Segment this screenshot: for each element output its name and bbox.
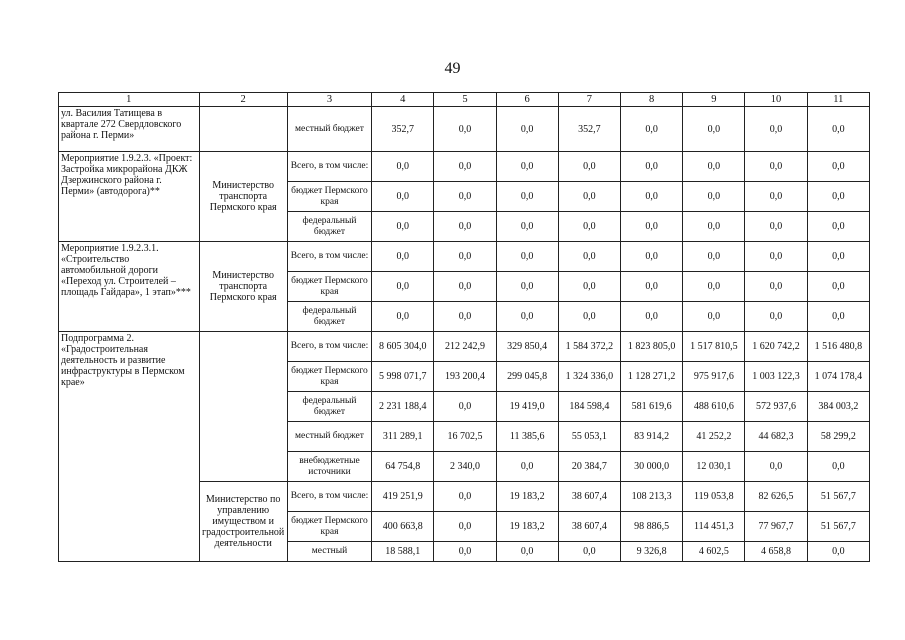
executor-cell: Министерство по управлению имуществом и градостроительной деятельности	[199, 482, 287, 562]
value-cell: 0,0	[496, 107, 558, 152]
value-cell: 0,0	[558, 152, 620, 182]
column-header: 10	[745, 93, 807, 107]
value-cell: 0,0	[621, 212, 683, 242]
value-cell: 184 598,4	[558, 392, 620, 422]
column-header: 1	[59, 93, 200, 107]
value-cell: 0,0	[434, 302, 496, 332]
value-cell: 0,0	[621, 182, 683, 212]
funding-source: местный бюджет	[287, 422, 371, 452]
funding-source: бюджет Пермского края	[287, 182, 371, 212]
value-cell: 0,0	[745, 182, 807, 212]
funding-source: внебюджетные источники	[287, 452, 371, 482]
value-cell: 0,0	[807, 152, 869, 182]
value-cell: 77 967,7	[745, 512, 807, 542]
value-cell: 384 003,2	[807, 392, 869, 422]
value-cell: 0,0	[683, 272, 745, 302]
value-cell: 0,0	[558, 542, 620, 562]
value-cell: 0,0	[807, 182, 869, 212]
value-cell: 0,0	[496, 212, 558, 242]
value-cell: 0,0	[807, 272, 869, 302]
column-header: 8	[621, 93, 683, 107]
value-cell: 51 567,7	[807, 512, 869, 542]
value-cell: 0,0	[434, 542, 496, 562]
value-cell: 119 053,8	[683, 482, 745, 512]
value-cell: 0,0	[434, 107, 496, 152]
value-cell: 0,0	[496, 182, 558, 212]
value-cell: 0,0	[434, 152, 496, 182]
table-row	[59, 242, 870, 272]
funding-source: местный	[287, 542, 371, 562]
column-header: 4	[372, 93, 434, 107]
funding-source: бюджет Пермского края	[287, 362, 371, 392]
value-cell: 0,0	[496, 302, 558, 332]
value-cell: 352,7	[372, 107, 434, 152]
value-cell: 419 251,9	[372, 482, 434, 512]
value-cell: 0,0	[621, 302, 683, 332]
value-cell: 30 000,0	[621, 452, 683, 482]
column-header: 2	[199, 93, 287, 107]
funding-source: бюджет Пермского края	[287, 272, 371, 302]
table-row	[59, 107, 870, 152]
value-cell: 0,0	[683, 107, 745, 152]
value-cell: 1 823 805,0	[621, 332, 683, 362]
table-row	[59, 332, 870, 362]
value-cell: 1 324 336,0	[558, 362, 620, 392]
value-cell: 1 517 810,5	[683, 332, 745, 362]
value-cell: 193 200,4	[434, 362, 496, 392]
value-cell: 0,0	[434, 212, 496, 242]
funding-source: Всего, в том числе:	[287, 332, 371, 362]
value-cell: 0,0	[372, 242, 434, 272]
value-cell: 352,7	[558, 107, 620, 152]
value-cell: 1 128 271,2	[621, 362, 683, 392]
value-cell: 44 682,3	[745, 422, 807, 452]
value-cell: 11 385,6	[496, 422, 558, 452]
value-cell: 83 914,2	[621, 422, 683, 452]
value-cell: 0,0	[621, 242, 683, 272]
value-cell: 0,0	[496, 452, 558, 482]
table-row	[59, 152, 870, 182]
funding-source: федеральный бюджет	[287, 392, 371, 422]
column-header: 9	[683, 93, 745, 107]
value-cell: 975 917,6	[683, 362, 745, 392]
value-cell: 0,0	[683, 212, 745, 242]
value-cell: 0,0	[745, 242, 807, 272]
value-cell: 4 602,5	[683, 542, 745, 562]
value-cell: 0,0	[745, 272, 807, 302]
value-cell: 0,0	[621, 152, 683, 182]
value-cell: 20 384,7	[558, 452, 620, 482]
value-cell: 0,0	[683, 302, 745, 332]
value-cell: 0,0	[496, 542, 558, 562]
value-cell: 0,0	[372, 212, 434, 242]
header-row	[59, 93, 870, 107]
value-cell: 1 620 742,2	[745, 332, 807, 362]
value-cell: 0,0	[807, 107, 869, 152]
value-cell: 0,0	[496, 242, 558, 272]
value-cell: 0,0	[745, 152, 807, 182]
value-cell: 0,0	[745, 107, 807, 152]
value-cell: 16 702,5	[434, 422, 496, 452]
value-cell: 0,0	[434, 512, 496, 542]
value-cell: 0,0	[621, 272, 683, 302]
value-cell: 0,0	[745, 452, 807, 482]
value-cell: 9 326,8	[621, 542, 683, 562]
value-cell: 2 340,0	[434, 452, 496, 482]
value-cell: 0,0	[496, 152, 558, 182]
funding-source: федеральный бюджет	[287, 302, 371, 332]
value-cell: 2 231 188,4	[372, 392, 434, 422]
column-header: 11	[807, 93, 869, 107]
budget-table	[58, 92, 870, 562]
value-cell: 581 619,6	[621, 392, 683, 422]
value-cell: 0,0	[434, 272, 496, 302]
value-cell: 1 516 480,8	[807, 332, 869, 362]
value-cell: 0,0	[434, 392, 496, 422]
value-cell: 0,0	[807, 242, 869, 272]
value-cell: 0,0	[372, 272, 434, 302]
funding-source: федеральный бюджет	[287, 212, 371, 242]
value-cell: 38 607,4	[558, 512, 620, 542]
value-cell: 488 610,6	[683, 392, 745, 422]
value-cell: 0,0	[745, 302, 807, 332]
value-cell: 0,0	[558, 242, 620, 272]
value-cell: 299 045,8	[496, 362, 558, 392]
value-cell: 8 605 304,0	[372, 332, 434, 362]
value-cell: 0,0	[372, 302, 434, 332]
column-header: 3	[287, 93, 371, 107]
activity-description: ул. Василия Татищева в квартале 272 Свердловского района г. Перми»	[59, 107, 200, 152]
value-cell: 82 626,5	[745, 482, 807, 512]
value-cell: 18 588,1	[372, 542, 434, 562]
funding-source: Всего, в том числе:	[287, 152, 371, 182]
value-cell: 572 937,6	[745, 392, 807, 422]
page-number: 49	[444, 60, 461, 77]
value-cell: 64 754,8	[372, 452, 434, 482]
column-header: 5	[434, 93, 496, 107]
value-cell: 0,0	[683, 242, 745, 272]
value-cell: 1 074 178,4	[807, 362, 869, 392]
column-header: 7	[558, 93, 620, 107]
value-cell: 0,0	[683, 152, 745, 182]
activity-description: Мероприятие 1.9.2.3.1. «Строительство автомобильной дороги «Переход ул. Строителей – площадь Гайдара», 1 этап»***	[59, 242, 200, 332]
value-cell: 0,0	[745, 212, 807, 242]
funding-source: местный бюджет	[287, 107, 371, 152]
value-cell: 0,0	[621, 107, 683, 152]
value-cell: 19 183,2	[496, 482, 558, 512]
executor-cell	[199, 107, 287, 152]
value-cell: 400 663,8	[372, 512, 434, 542]
value-cell: 311 289,1	[372, 422, 434, 452]
value-cell: 0,0	[558, 212, 620, 242]
value-cell: 0,0	[372, 182, 434, 212]
value-cell: 41 252,2	[683, 422, 745, 452]
value-cell: 0,0	[683, 182, 745, 212]
column-header: 6	[496, 93, 558, 107]
value-cell: 4 658,8	[745, 542, 807, 562]
value-cell: 0,0	[807, 542, 869, 562]
funding-source: Всего, в том числе:	[287, 242, 371, 272]
executor-cell: Министерство транспорта Пермского края	[199, 242, 287, 332]
activity-description: Подпрограмма 2. «Градостроительная деятельность и развитие инфраструктуры в Пермском крае»	[59, 332, 200, 562]
value-cell: 1 584 372,2	[558, 332, 620, 362]
value-cell: 108 213,3	[621, 482, 683, 512]
value-cell: 0,0	[496, 272, 558, 302]
value-cell: 19 183,2	[496, 512, 558, 542]
executor-cell	[199, 332, 287, 482]
value-cell: 19 419,0	[496, 392, 558, 422]
value-cell: 0,0	[372, 152, 434, 182]
value-cell: 38 607,4	[558, 482, 620, 512]
value-cell: 98 886,5	[621, 512, 683, 542]
value-cell: 51 567,7	[807, 482, 869, 512]
value-cell: 212 242,9	[434, 332, 496, 362]
value-cell: 0,0	[807, 452, 869, 482]
value-cell: 58 299,2	[807, 422, 869, 452]
value-cell: 0,0	[434, 182, 496, 212]
value-cell: 0,0	[558, 302, 620, 332]
value-cell: 0,0	[434, 482, 496, 512]
value-cell: 55 053,1	[558, 422, 620, 452]
funding-source: Всего, в том числе:	[287, 482, 371, 512]
activity-description: Мероприятие 1.9.2.3. «Проект: Застройка микрорайона ДКЖ Дзержинского района г. Перми» (автодорога)**	[59, 152, 200, 242]
value-cell: 0,0	[807, 212, 869, 242]
value-cell: 329 850,4	[496, 332, 558, 362]
value-cell: 0,0	[558, 272, 620, 302]
funding-source: бюджет Пермского края	[287, 512, 371, 542]
value-cell: 0,0	[434, 242, 496, 272]
value-cell: 0,0	[807, 302, 869, 332]
value-cell: 114 451,3	[683, 512, 745, 542]
value-cell: 5 998 071,7	[372, 362, 434, 392]
value-cell: 0,0	[558, 182, 620, 212]
value-cell: 12 030,1	[683, 452, 745, 482]
executor-cell: Министерство транспорта Пермского края	[199, 152, 287, 242]
value-cell: 1 003 122,3	[745, 362, 807, 392]
